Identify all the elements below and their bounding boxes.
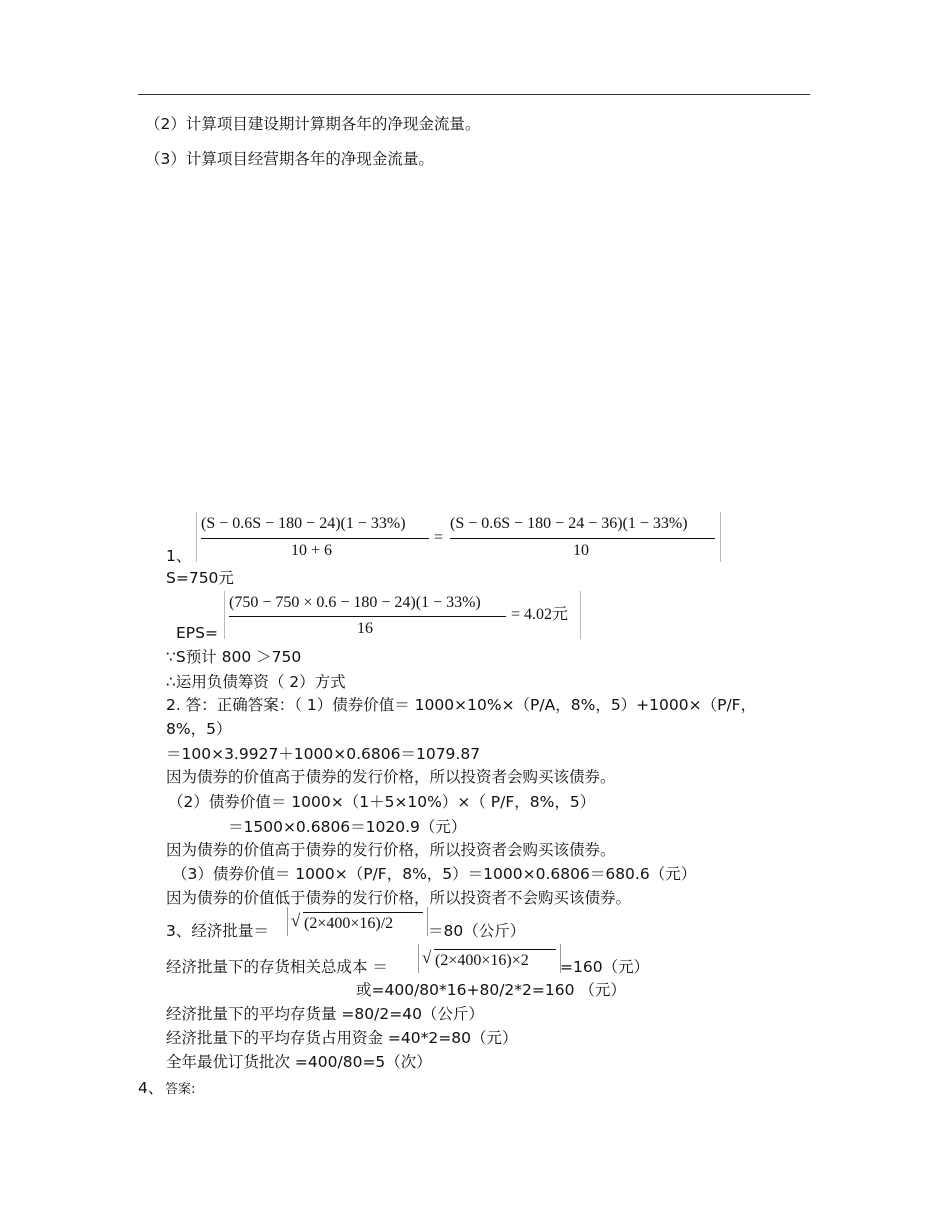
equation-right-denominator: 10	[573, 542, 589, 559]
eps-denominator: 16	[357, 620, 373, 637]
average-capital: 经济批量下的平均存货占用资金 =40*2=80（元）	[166, 1029, 518, 1047]
eoq-formula-box	[287, 907, 428, 936]
question-3: （3）计算项目经营期各年的净现金流量。	[145, 150, 434, 168]
answer-4-text: 答案:	[165, 1082, 196, 1097]
therefore-line: ∴运用负债筹资（ 2）方式	[166, 673, 346, 691]
eoq-formula: (2×400×16)/2	[304, 915, 394, 932]
s-result: S=750元	[166, 569, 234, 587]
total-cost-formula-box	[418, 944, 561, 973]
average-inventory: 经济批量下的平均存货量 =80/2=40（公斤）	[166, 1005, 484, 1023]
eoq-result: ＝80（公斤）	[428, 922, 526, 940]
eoq-radical-bar	[303, 912, 423, 913]
answer-1-label: 1、	[166, 547, 192, 565]
equation-right-numerator: (S − 0.6S − 180 − 24 − 36)(1 − 33%)	[450, 515, 688, 532]
sqrt-icon: √	[422, 948, 432, 967]
eps-numerator: (750 − 750 × 0.6 − 180 − 24)(1 − 33%)	[229, 594, 481, 611]
total-cost-alternative: 或=400/80*16+80/2*2=160 （元）	[356, 981, 626, 999]
total-cost-result: =160（元）	[560, 958, 650, 976]
equation-right-fraction-bar	[450, 538, 715, 539]
total-cost-radical-bar	[434, 949, 556, 950]
eps-fraction-bar	[229, 616, 506, 617]
answer-2-line-3: ＝100×3.9927＋1000×0.6806＝1079.87	[166, 745, 481, 763]
answer-2-line-7: 因为债券的价值高于债券的发行价格，所以投资者会购买该债券。	[166, 841, 616, 859]
eps-result: = 4.02元	[511, 606, 569, 623]
answer-2-line-1: 2. 答：正确答案：（ 1）债券价值＝ 1000×10%×（P/A，8%，5）+1000×（P/F，	[166, 696, 757, 714]
answer-2-line-8: （3）债券价值＝ 1000×（P/F，8%，5）＝1000×0.6806＝680.6（元）	[172, 865, 697, 883]
answer-2-line-4: 因为债券的价值高于债券的发行价格，所以投资者会购买该债券。	[166, 768, 616, 786]
equation-equals: =	[434, 529, 444, 546]
eoq-label: 3、经济批量＝	[166, 922, 269, 940]
optimal-orders: 全年最优订货批次 =400/80=5（次）	[166, 1053, 432, 1071]
question-2: （2）计算项目建设期计算期各年的净现金流量。	[145, 115, 481, 133]
eps-label: EPS=	[176, 624, 218, 642]
total-cost-formula: (2×400×16)×2	[435, 952, 529, 969]
answer-2-line-9: 因为债券的价值低于债券的发行价格，所以投资者不会购买该债券。	[166, 889, 632, 907]
equation-left-denominator: 10 + 6	[291, 542, 333, 559]
eps-frame	[224, 591, 581, 639]
answer-2-line-2: 8%，5）	[166, 720, 232, 738]
answer-2-line-5: （2）债券价值＝ 1000×（1＋5×10%）×（ P/F，8%，5）	[168, 793, 596, 811]
equation-frame	[196, 512, 721, 562]
equation-left-numerator: (S − 0.6S − 180 − 24)(1 − 33%)	[201, 515, 406, 532]
equation-left-fraction-bar	[201, 538, 429, 539]
total-cost-label: 经济批量下的存货相关总成本 ＝	[166, 958, 388, 976]
header-rule	[138, 94, 810, 95]
sqrt-icon: √	[291, 911, 301, 930]
answer-4-label: 4、	[138, 1079, 164, 1097]
answer-2-line-6: ＝1500×0.6806＝1020.9（元）	[228, 818, 467, 836]
because-line: ∵S预计 800 ＞750	[166, 648, 302, 666]
